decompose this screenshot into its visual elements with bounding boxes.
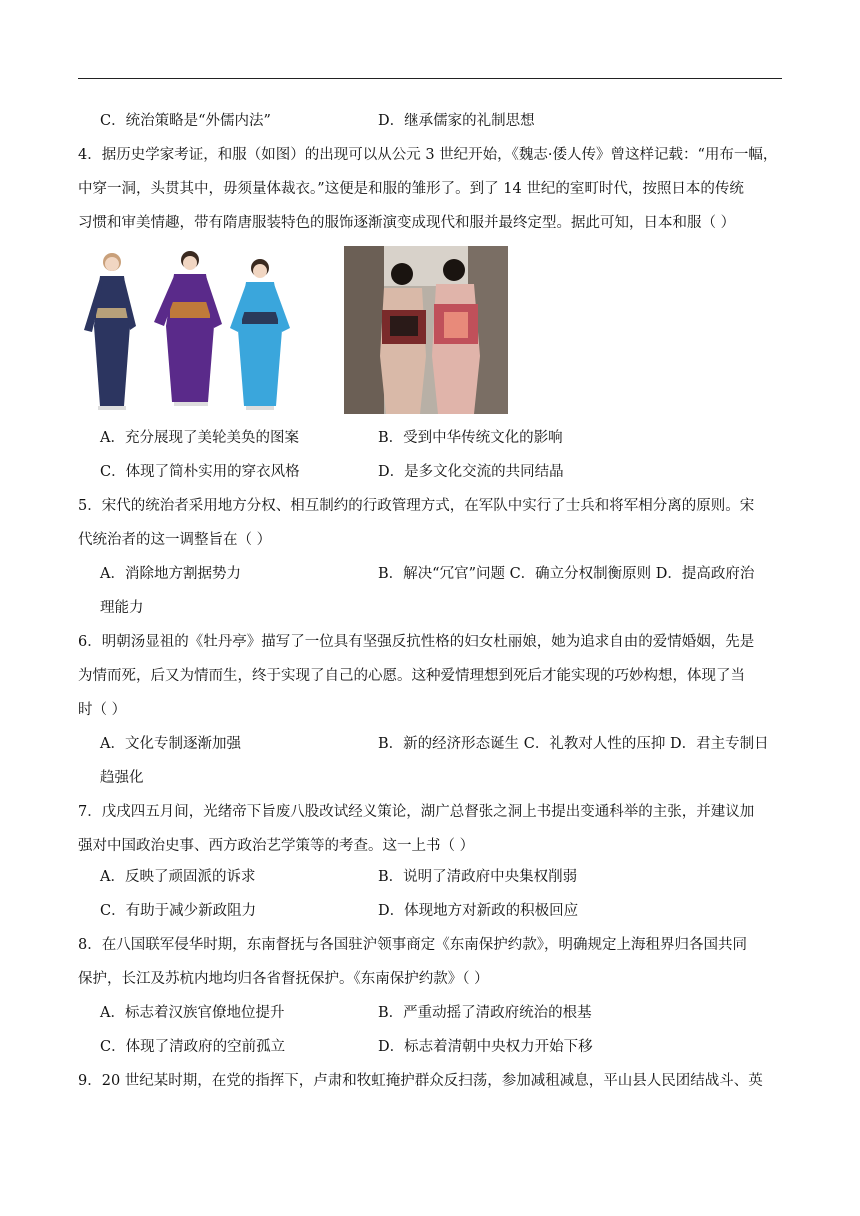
q5-stem-line-2: 代统治者的这一调整旨在（ ）	[78, 532, 272, 548]
q3-option-c[interactable]: C．统治策略是“外儒内法”	[100, 113, 271, 129]
q5-option-d-continued[interactable]: 理能力	[100, 600, 144, 616]
q4-option-a[interactable]: A．充分展现了美轮美奂的图案	[100, 430, 299, 446]
q7-stem-line-2: 强对中国政治史事、西方政治艺学策等的考查。这一上书（ ）	[78, 838, 475, 854]
q7-option-a[interactable]: A．反映了顽固派的诉求	[100, 869, 256, 885]
q4-stem-line-2: 中穿一洞，头贯其中，毋须量体裁衣。”这便是和服的雏形了。到了 14 世纪的室町时代，按照日本的传统	[78, 181, 744, 197]
q5-options-b-c-d[interactable]: B．解决“冗官”问题 C．确立分权制衡原则 D．提高政府治	[378, 566, 755, 582]
q8-option-d[interactable]: D．标志着清朝中央权力开始下移	[378, 1039, 593, 1055]
q7-stem-line-1: 7．戊戌四五月间，光绪帝下旨废八股改试经义策论，湖广总督张之洞上书提出变通科举的主张，并建议加	[78, 804, 755, 820]
q8-option-c[interactable]: C．体现了清政府的空前孤立	[100, 1039, 286, 1055]
q6-option-d-continued[interactable]: 趋强化	[100, 770, 144, 786]
q8-option-a[interactable]: A．标志着汉族官僚地位提升	[100, 1005, 285, 1021]
q7-option-c[interactable]: C．有助于减少新政阻力	[100, 903, 257, 919]
q4-stem-line-3: 习惯和审美情趣，带有隋唐服装特色的服饰逐渐演变成现代和服并最终定型。据此可知，日本和服（ ）	[78, 215, 736, 231]
q5-stem-line-1: 5．宋代的统治者采用地方分权、相互制约的行政管理方式，在军队中实行了士兵和将军相分离的原则。宋	[78, 498, 755, 514]
q5-option-a[interactable]: A．消除地方割据势力	[100, 566, 241, 582]
q6-stem-line-1: 6．明朝汤显祖的《牡丹亭》描写了一位具有坚强反抗性格的妇女杜丽娘，她为追求自由的爱情婚姻，先是	[78, 634, 755, 650]
q3-option-d[interactable]: D．继承儒家的礼制思想	[378, 113, 535, 129]
header-rule	[78, 78, 782, 79]
q4-stem-line-1: 4．据历史学家考证，和服（如图）的出现可以从公元 3 世纪开始，《魏志·倭人传》曾这样记载：“用布一幅，	[78, 147, 778, 163]
q6-stem-line-3: 时（ ）	[78, 702, 127, 718]
kimono-models-photo	[78, 246, 294, 416]
kimono-street-photo	[344, 246, 508, 414]
q7-option-b[interactable]: B．说明了清政府中央集权削弱	[378, 869, 578, 885]
q6-options-b-c-d[interactable]: B．新的经济形态诞生 C．礼教对人性的压抑 D．君主专制日	[378, 736, 769, 752]
q4-option-c[interactable]: C．体现了简朴实用的穿衣风格	[100, 464, 300, 480]
q7-option-d[interactable]: D．体现地方对新政的积极回应	[378, 903, 579, 919]
q4-option-b[interactable]: B．受到中华传统文化的影响	[378, 430, 563, 446]
q6-option-a[interactable]: A．文化专制逐渐加强	[100, 736, 241, 752]
q4-option-d[interactable]: D．是多文化交流的共同结晶	[378, 464, 564, 480]
q6-stem-line-2: 为情而死，后又为情而生，终于实现了自己的心愿。这种爱情理想到死后才能实现的巧妙构想，体现了当	[78, 668, 745, 684]
q9-stem-line-1: 9．20 世纪某时期，在党的指挥下，卢肃和牧虹掩护群众反扫荡，参加减租减息，平山县人民团结战斗、英	[78, 1073, 763, 1089]
q8-stem-line-2: 保护，长江及苏杭内地均归各省督抚保护。《东南保护约款》（ ）	[78, 971, 489, 987]
q8-option-b[interactable]: B．严重动摇了清政府统治的根基	[378, 1005, 592, 1021]
q8-stem-line-1: 8．在八国联军侵华时期，东南督抚与各国驻沪领事商定《东南保护约款》，明确规定上海租界归各国共同	[78, 937, 747, 953]
